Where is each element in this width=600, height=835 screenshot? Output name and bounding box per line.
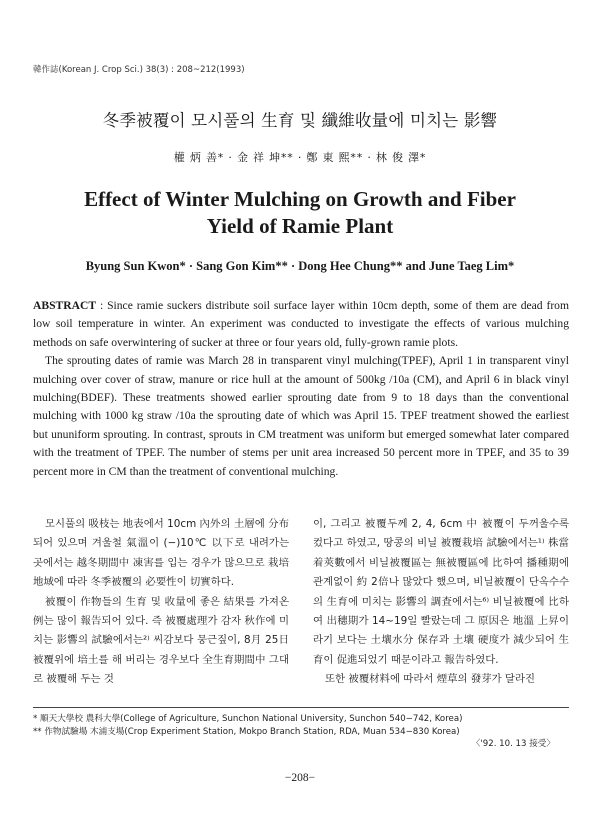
english-authors: Byung Sun Kwon* · Sang Gon Kim** · Dong Hee Chung** and June Taeg Lim*: [85, 259, 515, 273]
body-left-paragraph-2: 被覆이 作物들의 生育 및 收量에 좋은 結果를 가져온 例는 많이 報告되어 있다. 즉 被覆處理가 감자 秋作에 미치는 影響의 試驗에서는²⁾ 씨감보다 뭉근짚이, 8月 25日 被覆위에 培土를 해 버리는 경우보다 全生育期間中 그대로 被覆해 두는 것: [33, 595, 289, 686]
english-title-line-2: Yield of Ramie Plant: [206, 214, 394, 238]
body-left-paragraph-1: 모시풀의 吸枝는 地表에서 10cm 內外의 土層에 分布되어 있으며 겨울철 氣溫이 (−)10℃ 以下로 내려가는 곳에서는 越冬期間中 凍害를 입는 경우가 많으므로 栽培地域에 따라 冬季被覆의 必要性이 切實하다.: [33, 518, 289, 589]
korean-title: 冬季被覆이 모시풀의 生育 및 纖維收量에 미치는 影響: [102, 111, 498, 130]
footnote-divider: [33, 707, 569, 708]
footnote-affiliation-2: ** 作物試驗場 木浦支場(Crop Experiment Station, Mokpo Branch Station, RDA, Muan 534−830 Korea): [33, 726, 460, 737]
footnotes: [33, 713, 569, 751]
abstract-paragraph-1: [33, 297, 569, 352]
body-column-right: [313, 515, 569, 690]
received-date: 〈'92. 10. 13 接受〉: [471, 739, 555, 750]
body-right-paragraph-1: 이, 그리고 被覆두께 2, 4, 6cm 中 被覆이 두꺼울수록 컸다고 하였고, 땅콩의 비닐 被覆栽培 試驗에서는¹⁾ 株當 着莢數에서 비닐被覆區는 無被覆區에 比하여 播種期에 관계없이 約 2倍나 많았다 했으며, 비닐被覆이 단옥수수의 生育에 미치는 影響의 調査에서는⁶⁾ 비닐被覆에 比하여 出穗期가 14~19일 빨랐는데 그 原因은 地溫 上昇이라기 보다는 土壤水分 保存과 土壤 硬度가 減少되어 生育이 促進되었기 때문이라고 報告하였다.: [313, 518, 569, 666]
abstract-text-1: : Since ramie suckers distribute soil surface layer within 10cm depth, some of them are dead from low soil temperature in winter. An experiment was conducted to investigate the effects of various mulching methods on safe overwintering of sucker at three or four years old, fully-grown ramie plots.: [33, 299, 569, 349]
abstract-paragraph-2: The sprouting dates of ramie was March 28 in transparent vinyl mulching(TPEF), April 1 in transparent vinyl mulching over cover of straw, manure or rice hull at the amount of 500kg /10a (CM), and April 6 in black vinyl mulching(BDEF). These treatments showed earlier sprouting date from 9 to 18 days than the conventional mulching with 1000 kg straw /10a the sprouting date of which was April 15. TPEF treatment showed the earliest but ununiform sprouting. In contrast, sprouts in CM treatment was uniform but emerged somewhat later compared with the treatment of TPEF. The number of stems per unit area increased 50 percent more in TPEF, and 35 to 39 percent more in CM than the treatment of conventional mulching.: [33, 354, 569, 478]
abstract-label: ABSTRACT: [33, 299, 97, 312]
abstract: [33, 297, 569, 481]
body-column-left: [33, 515, 289, 690]
journal-reference: 韓作誌(Korean J. Crop Sci.) 38(3) : 208~212(1993): [33, 65, 245, 75]
english-title: [0, 186, 600, 240]
english-title-line-1: Effect of Winter Mulching on Growth and Fiber: [84, 187, 516, 211]
footnote-affiliation-1: * 順天大學校 農科大學(College of Agriculture, Sunchon National University, Sunchon 540−742, Korea): [33, 714, 463, 724]
korean-authors: 權 炳 善* · 金 祥 坤** · 鄭 東 熙** · 林 俊 澤*: [173, 151, 427, 164]
body-right-paragraph-2: 또한 被覆材料에 따라서 煙草의 發芽가 달라진: [325, 673, 536, 686]
page-number: −208−: [284, 772, 316, 784]
